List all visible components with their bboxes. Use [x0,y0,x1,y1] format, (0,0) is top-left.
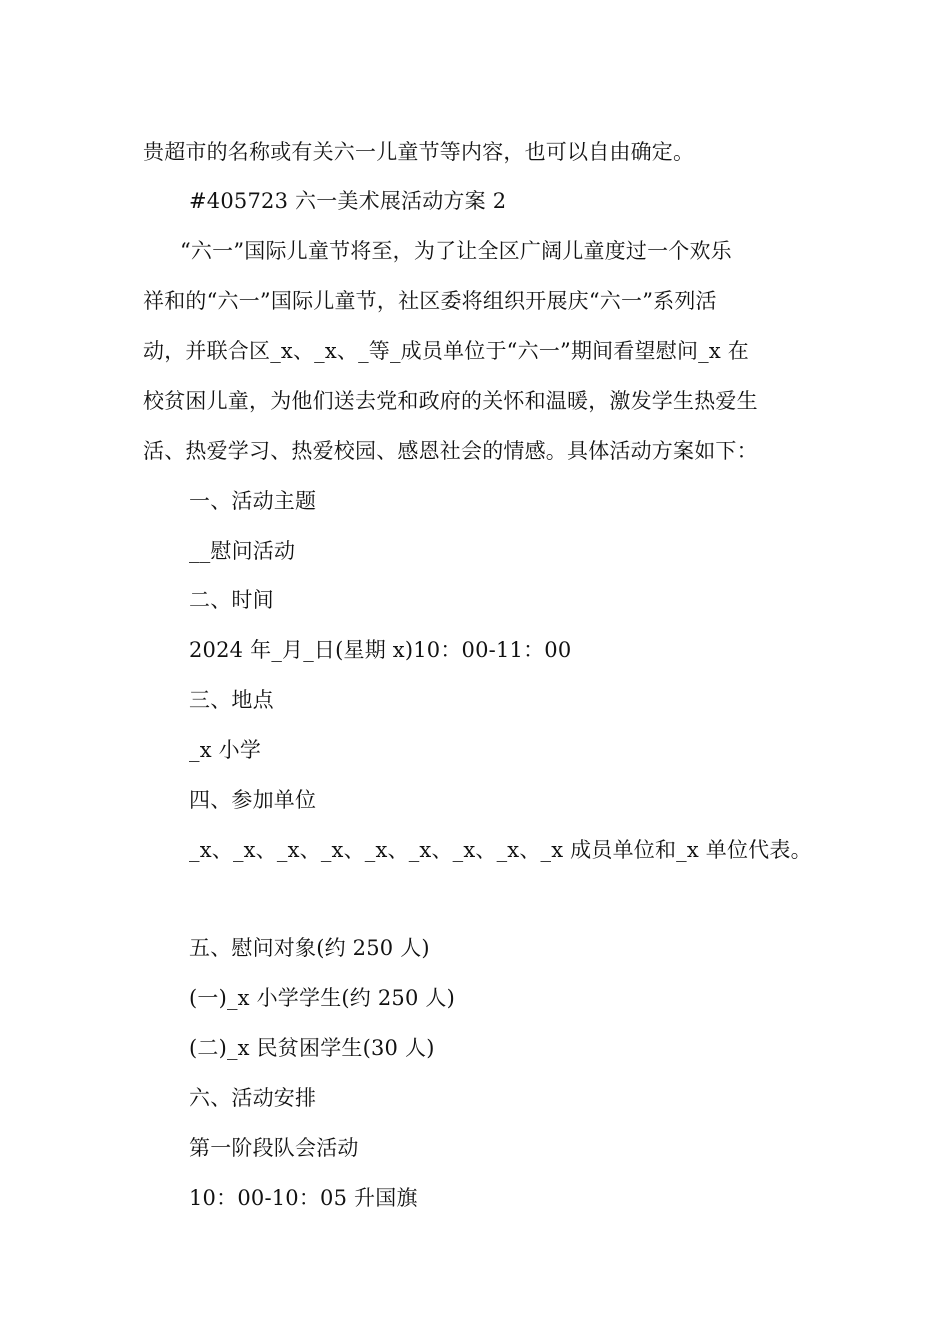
paragraph-line: 校贫困儿童，为他们送去党和政府的关怀和温暖，激发学生热爱生 [143,389,758,413]
heading-targets: 五、慰问对象(约 250 人) [189,936,430,960]
theme-value: __慰问活动 [189,539,296,563]
paragraph-line: 祥和的“六一”国际儿童节，社区委将组织开展庆“六一”系列活 [143,289,717,313]
target-item: (一)_x 小学学生(约 250 人) [189,986,456,1010]
heading-theme: 一、活动主题 [189,489,317,513]
time-value: 2024 年_月_日(星期 x)10：00-11：00 [189,638,572,662]
schedule-item: 10：00-10：05 升国旗 [189,1186,418,1210]
location-value: _x 小学 [189,738,262,762]
paragraph-line: 活、热爱学习、热爱校园、感恩社会的情感。具体活动方案如下： [143,439,758,463]
heading-location: 三、地点 [189,688,274,712]
heading-participants: 四、参加单位 [189,788,317,812]
target-item: (二)_x 民贫困学生(30 人) [189,1036,435,1060]
paragraph-line: 动，并联合区_x、_x、_等_成员单位于“六一”期间看望慰问_x 在 [143,339,749,363]
paragraph-continuation: 贵超市的名称或有关六一儿童节等内容，也可以自由确定。 [143,140,695,164]
paragraph-line: “六一”国际儿童节将至，为了让全区广阔儿童度过一个欢乐 [180,239,732,263]
schedule-phase: 第一阶段队会活动 [189,1136,359,1160]
participants-value: _x、_x、_x、_x、_x、_x、_x、_x、_x 成员单位和_x 单位代表。 [189,838,812,862]
section-heading: #405723 六一美术展活动方案 2 [189,189,507,213]
heading-time: 二、时间 [189,588,274,612]
heading-schedule: 六、活动安排 [189,1086,317,1110]
